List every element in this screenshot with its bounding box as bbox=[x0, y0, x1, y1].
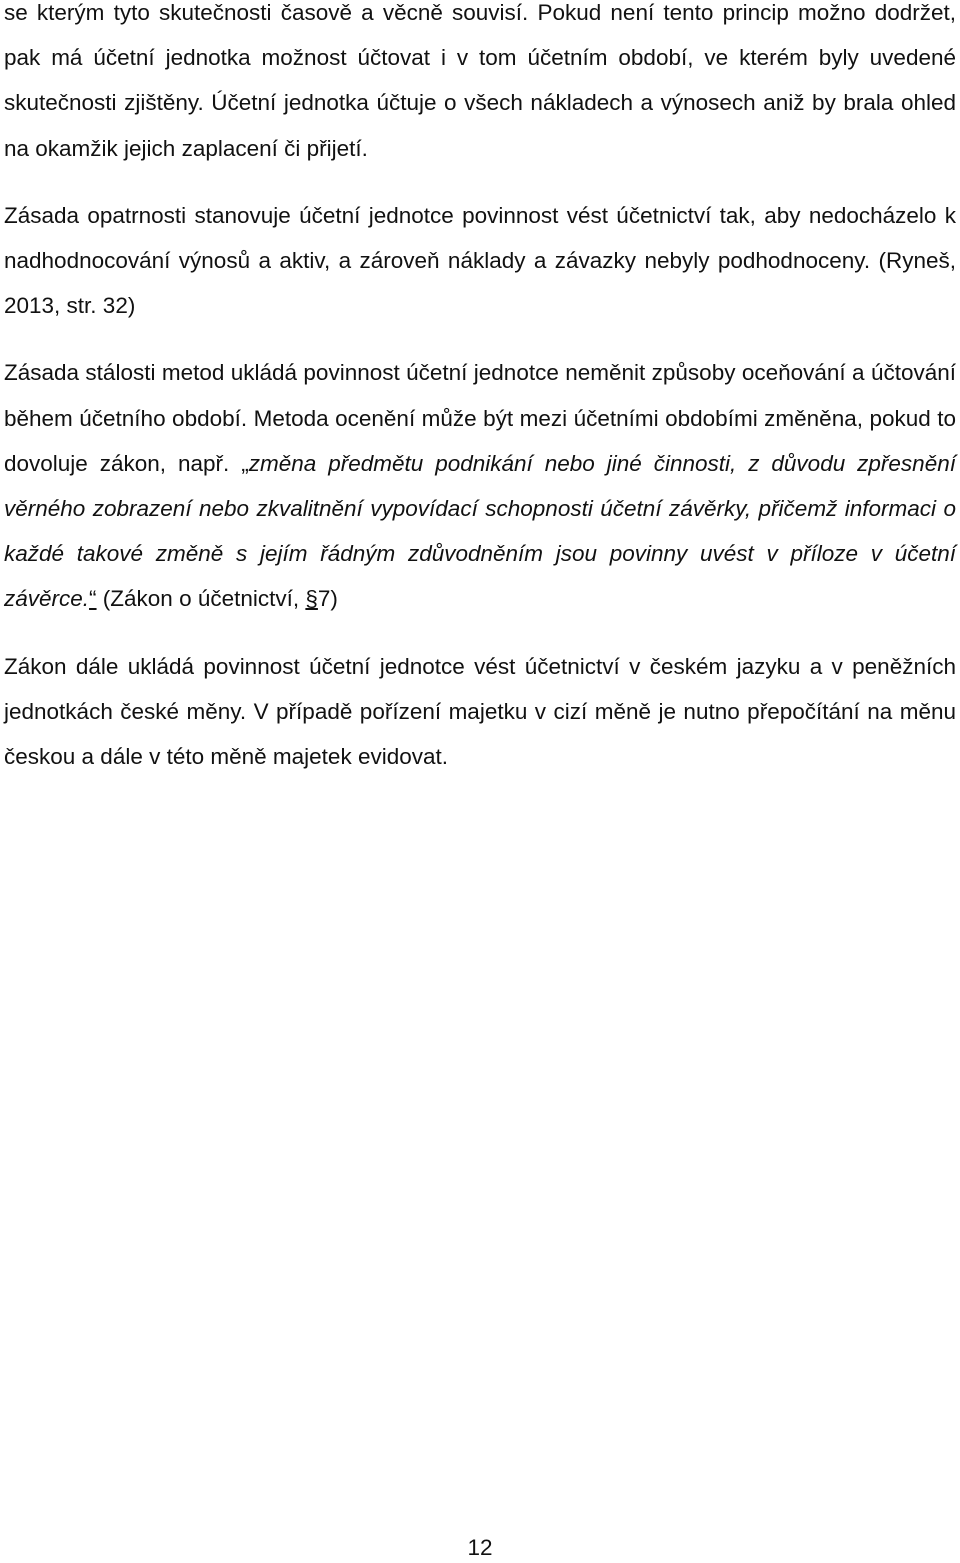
close-quote-mark: “ bbox=[89, 586, 97, 612]
law-quotation: změna předmětu podnikání nebo jiné činnosti, z důvodu zpřesnění věrného zobrazení nebo zkvalitnění vypovídací schopnosti účetní závěrky, přičemž informaci o každé takové změně s jejím řádným zdůvodněním jsou povinny uvést v příloze v účetní závěrce. bbox=[4, 450, 956, 612]
paragraph-accrual-principle: se kterým tyto skutečnosti časově a věcně souvisí. Pokud není tento princip možno dodržet, pak má účetní jednotka možnost účtovat i v tom účetním období, ve kterém byly uvedené skutečnosti zjištěny. Účetní jednotka účtuje o všech nákladech a výnosech aniž by brala ohled na okamžik jejich zaplacení či přijetí. bbox=[4, 0, 956, 161]
citation-close: 7) bbox=[317, 586, 338, 612]
consistency-lead-text: Zásada stálosti metod ukládá povinnost účetní jednotce neměnit způsoby oceňování a účtování během účetního období. Metoda ocenění může být mezi účetními obdobími změněna, pokud to dovoluje zákon, např. bbox=[4, 360, 956, 476]
page-number: 12 bbox=[467, 1535, 493, 1560]
paragraph-prudence-principle: Zásada opatrnosti stanovuje účetní jednotce povinnost vést účetnictví tak, aby nedocházelo k nadhodnocování výnosů a aktiv, a zároveň náklady a závazky nebyly podhodnoceny. (Ryneš, 2013, str. 32) bbox=[4, 202, 956, 319]
paragraph-consistency-principle bbox=[4, 350, 956, 621]
citation-open: (Zákon o účetnictví, bbox=[96, 586, 306, 612]
open-quote-mark: „ bbox=[241, 450, 249, 476]
section-sign: § bbox=[305, 586, 318, 612]
paragraph-currency-language: Zákon dále ukládá povinnost účetní jednotce vést účetnictví v českém jazyku a v peněžních jednotkách české měny. V případě pořízení majetku v cizí měně je nutno přepočítání na měnu českou a dále v této měně majetek evidovat. bbox=[4, 653, 956, 770]
document-page bbox=[4, 0, 956, 779]
